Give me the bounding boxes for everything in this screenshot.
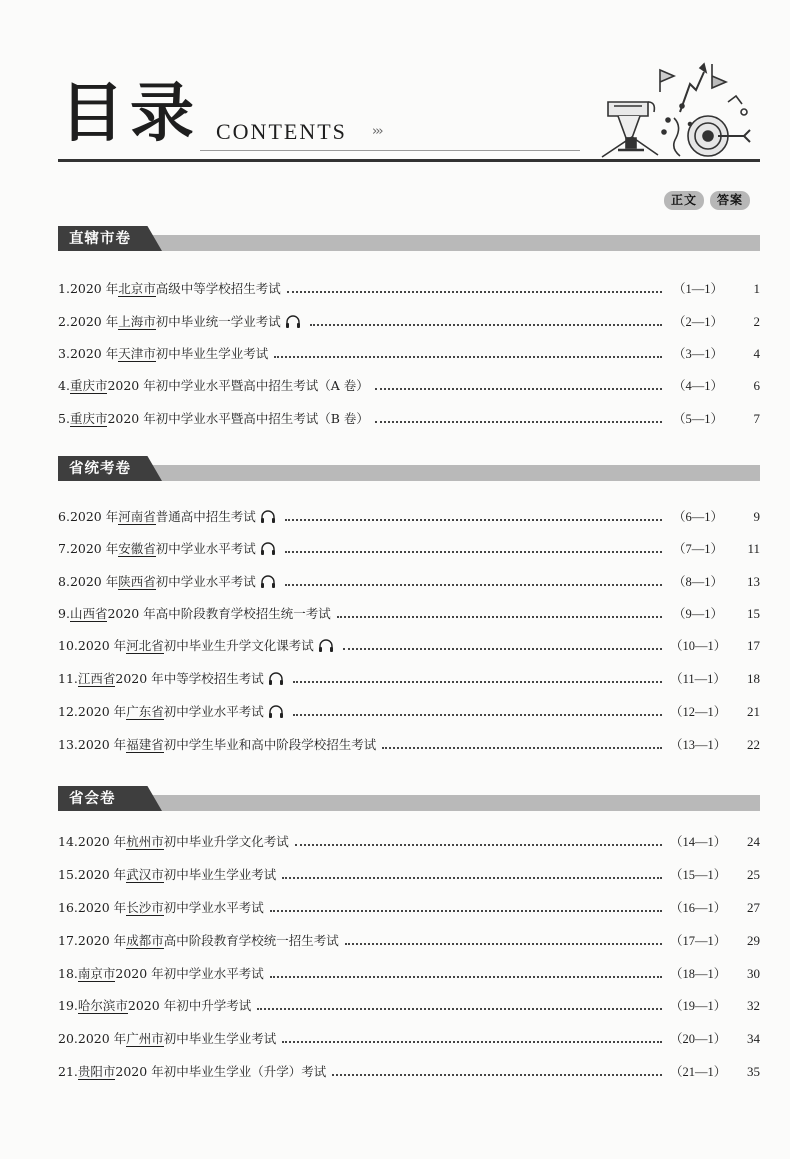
entry-text-pre: 2020 年	[69, 346, 119, 361]
entry-number: 12.	[58, 704, 78, 719]
entry-place: 安徽省	[118, 540, 156, 556]
entry-text-post: 2020 年初中学业水平暨高中招生考试（A 卷）	[107, 378, 369, 393]
section-header-municipal	[58, 226, 760, 252]
toc-entry[interactable]	[58, 573, 760, 591]
entry-ref: （9—1）	[672, 607, 723, 621]
entry-text-post: 初中学业水平考试	[163, 704, 264, 719]
entry-place: 江西省	[77, 670, 116, 686]
entry-page: 15	[747, 606, 760, 621]
toc-entry[interactable]	[58, 866, 760, 884]
leader-dots	[285, 519, 662, 521]
headphones-icon	[267, 705, 285, 719]
entry-text-post: 初中毕业统一学业考试	[155, 314, 281, 329]
entry-page: 1	[753, 281, 760, 296]
toc-entry[interactable]	[58, 703, 760, 721]
entry-text-pre: 2020 年	[77, 900, 127, 915]
entry-text-pre: 2020 年	[69, 574, 119, 589]
entry-number: 16.	[58, 900, 78, 915]
headphones-icon	[317, 639, 335, 653]
entry-text-post: 初中学业水平考试	[155, 574, 256, 589]
entry-page: 25	[747, 867, 760, 882]
entry-place: 长沙市	[126, 899, 164, 915]
entry-ref: （4—1）	[672, 379, 723, 393]
entry-ref: （11—1）	[670, 672, 726, 686]
entry-place: 山西省	[69, 605, 108, 621]
entry-place: 杭州市	[126, 833, 164, 849]
entry-text-post: 高级中等学校招生考试	[155, 281, 281, 296]
entry-text-pre: 2020 年	[77, 834, 127, 849]
entry-text-pre: 2020 年	[69, 509, 119, 524]
column-legend	[664, 191, 750, 210]
leader-dots	[310, 324, 662, 326]
entry-ref: （3—1）	[672, 347, 723, 361]
entry-text-pre: 2020 年	[69, 541, 119, 556]
section-header-capital-cities	[58, 786, 760, 812]
leader-dots	[257, 1008, 662, 1010]
entry-place: 哈尔滨市	[77, 997, 128, 1013]
toc-entry[interactable]	[58, 345, 760, 363]
leader-dots	[282, 1041, 662, 1043]
leader-dots	[282, 877, 662, 879]
entry-text-pre: 2020 年	[69, 281, 119, 296]
leader-dots	[382, 747, 662, 749]
contents-heading: CONTENTS	[216, 119, 347, 144]
entry-place: 福建省	[126, 736, 164, 752]
leader-dots	[345, 943, 662, 945]
entry-page: 9	[753, 509, 760, 524]
entry-ref: （16—1）	[670, 901, 727, 915]
leader-dots	[332, 1074, 662, 1076]
entry-number: 7.	[58, 541, 70, 556]
entry-text-post: 初中学业水平考试	[163, 900, 264, 915]
section-label: 省统考卷	[69, 461, 131, 477]
entry-page: 24	[747, 834, 760, 849]
entry-ref: （12—1）	[670, 705, 727, 719]
entry-page: 13	[747, 574, 760, 589]
headphones-icon	[259, 510, 277, 524]
entry-page: 30	[747, 966, 760, 981]
entry-text-post: 初中学生毕业和高中阶段学校招生考试	[163, 737, 377, 752]
entry-text-post: 2020 年初中学业水平考试	[115, 966, 264, 981]
leader-dots	[293, 714, 662, 716]
entry-place: 成都市	[126, 932, 164, 948]
leader-dots	[270, 910, 662, 912]
entry-text-post: 初中学业水平考试	[155, 541, 256, 556]
entry-ref: （13—1）	[670, 738, 727, 752]
toc-entry[interactable]	[58, 508, 760, 526]
entry-page: 4	[753, 346, 760, 361]
entry-text-post: 初中毕业生学业考试	[155, 346, 269, 361]
entry-ref: （8—1）	[672, 575, 723, 589]
entry-text-pre: 2020 年	[77, 638, 127, 653]
leader-dots	[274, 356, 662, 358]
entry-text-pre: 2020 年	[77, 933, 127, 948]
toc-entry[interactable]	[58, 637, 760, 655]
entry-page: 35	[747, 1064, 760, 1079]
toc-entry[interactable]	[58, 833, 760, 851]
entry-number: 20.	[58, 1031, 78, 1046]
toc-entry[interactable]	[58, 313, 760, 331]
headphones-icon	[259, 542, 277, 556]
entry-place: 天津市	[118, 345, 156, 361]
entry-ref: （2—1）	[672, 315, 723, 329]
entry-text-post: 初中毕业生学业考试	[163, 867, 277, 882]
entry-place: 陕西省	[118, 573, 156, 589]
entry-place: 上海市	[118, 313, 156, 329]
entry-place: 重庆市	[69, 410, 108, 426]
entry-text-post: 普通高中招生考试	[155, 509, 256, 524]
entry-page: 18	[747, 671, 760, 686]
section-label: 直辖市卷	[69, 231, 131, 247]
entry-text-pre: 2020 年	[77, 737, 127, 752]
entry-text-post: 2020 年初中毕业生学业（升学）考试	[115, 1064, 327, 1079]
toc-entry[interactable]	[58, 736, 760, 754]
entry-ref: （7—1）	[672, 542, 723, 556]
entry-number: 1.	[58, 281, 70, 296]
entry-page: 7	[753, 411, 760, 426]
entry-ref: （21—1）	[670, 1065, 727, 1079]
leader-dots	[375, 421, 662, 423]
entry-number: 13.	[58, 737, 78, 752]
entry-page: 27	[747, 900, 760, 915]
entry-ref: （19—1）	[670, 999, 727, 1013]
entry-number: 8.	[58, 574, 70, 589]
entry-text-pre: 2020 年	[69, 314, 119, 329]
entry-number: 6.	[58, 509, 70, 524]
entry-ref: （1—1）	[672, 282, 723, 296]
entry-number: 19.	[58, 998, 78, 1013]
toc-entry[interactable]	[58, 1063, 760, 1081]
entry-number: 2.	[58, 314, 70, 329]
entry-text-post: 高中阶段教育学校统一招生考试	[163, 933, 339, 948]
entry-ref: （5—1）	[672, 412, 723, 426]
entry-place: 贵阳市	[77, 1063, 116, 1079]
toc-entry[interactable]	[58, 670, 760, 688]
legend-main-text: 正文	[664, 191, 704, 210]
leader-dots	[293, 681, 662, 683]
toc-entry[interactable]	[58, 997, 760, 1015]
entry-text-pre: 2020 年	[77, 1031, 127, 1046]
toc-entry[interactable]	[58, 932, 760, 950]
page-title: 目录	[60, 77, 200, 151]
entry-page: 2	[753, 314, 760, 329]
leader-dots	[287, 291, 662, 293]
headphones-icon	[267, 672, 285, 686]
entry-place: 南京市	[77, 965, 116, 981]
toc-entry[interactable]	[58, 280, 760, 298]
trophy-illustration-icon	[598, 62, 758, 162]
entry-number: 15.	[58, 867, 78, 882]
leader-dots	[285, 551, 662, 553]
legend-answers: 答案	[710, 191, 750, 210]
entry-number: 4.	[58, 378, 70, 393]
entry-number: 10.	[58, 638, 78, 653]
entry-text-post: 2020 年高中阶段教育学校招生统一考试	[107, 606, 331, 621]
entry-number: 9.	[58, 606, 70, 621]
entry-ref: （10—1）	[670, 639, 727, 653]
entry-page: 29	[747, 933, 760, 948]
toc-entry[interactable]	[58, 605, 760, 623]
entry-number: 3.	[58, 346, 70, 361]
headphones-icon	[259, 575, 277, 589]
entry-page: 32	[747, 998, 760, 1013]
entry-text-pre: 2020 年	[77, 867, 127, 882]
entry-ref: （15—1）	[670, 868, 727, 882]
entry-place: 河北省	[126, 637, 164, 653]
leader-dots	[285, 584, 662, 586]
entry-page: 34	[747, 1031, 760, 1046]
entry-number: 5.	[58, 411, 70, 426]
entry-page: 11	[747, 541, 760, 556]
entry-number: 14.	[58, 834, 78, 849]
title-rule-thin	[200, 150, 580, 151]
leader-dots	[295, 844, 662, 846]
entry-place: 河南省	[118, 508, 156, 524]
toc-entry[interactable]	[58, 899, 760, 917]
leader-dots	[337, 616, 662, 618]
entry-page: 22	[747, 737, 760, 752]
toc-entry[interactable]	[58, 965, 760, 983]
entry-place: 重庆市	[69, 377, 108, 393]
headphones-icon	[284, 315, 302, 329]
entry-text-post: 2020 年初中升学考试	[127, 998, 252, 1013]
entry-number: 17.	[58, 933, 78, 948]
entry-number: 11.	[58, 671, 78, 686]
toc-entry[interactable]	[58, 410, 760, 428]
section-header-provincial	[58, 456, 760, 482]
entry-text-post: 初中毕业生学业考试	[163, 1031, 277, 1046]
entry-text-post: 2020 年中等学校招生考试	[115, 671, 264, 686]
entry-text-pre: 2020 年	[77, 704, 127, 719]
entry-ref: （20—1）	[670, 1032, 727, 1046]
entry-page: 6	[753, 378, 760, 393]
section-label: 省会卷	[69, 791, 116, 807]
entry-place: 北京市	[118, 280, 156, 296]
entry-text-post: 初中毕业生升学文化课考试	[163, 638, 314, 653]
entry-ref: （14—1）	[670, 835, 727, 849]
entry-text-post: 2020 年初中学业水平暨高中招生考试（B 卷）	[107, 411, 369, 426]
entry-ref: （17—1）	[670, 934, 727, 948]
entry-text-post: 初中毕业升学文化考试	[163, 834, 289, 849]
toc-entry[interactable]	[58, 1030, 760, 1048]
entry-number: 21.	[58, 1064, 78, 1079]
entry-place: 广州市	[126, 1030, 164, 1046]
entry-ref: （18—1）	[670, 967, 727, 981]
leader-dots	[375, 388, 662, 390]
contents-arrows: ›››	[372, 124, 382, 139]
leader-dots	[343, 648, 662, 650]
entry-place: 广东省	[126, 703, 164, 719]
entry-number: 18.	[58, 966, 78, 981]
toc-entry[interactable]	[58, 377, 760, 395]
entry-page: 21	[747, 704, 760, 719]
entry-page: 17	[747, 638, 760, 653]
entry-ref: （6—1）	[672, 510, 723, 524]
entry-place: 武汉市	[126, 866, 164, 882]
toc-entry[interactable]	[58, 540, 760, 558]
leader-dots	[270, 976, 662, 978]
